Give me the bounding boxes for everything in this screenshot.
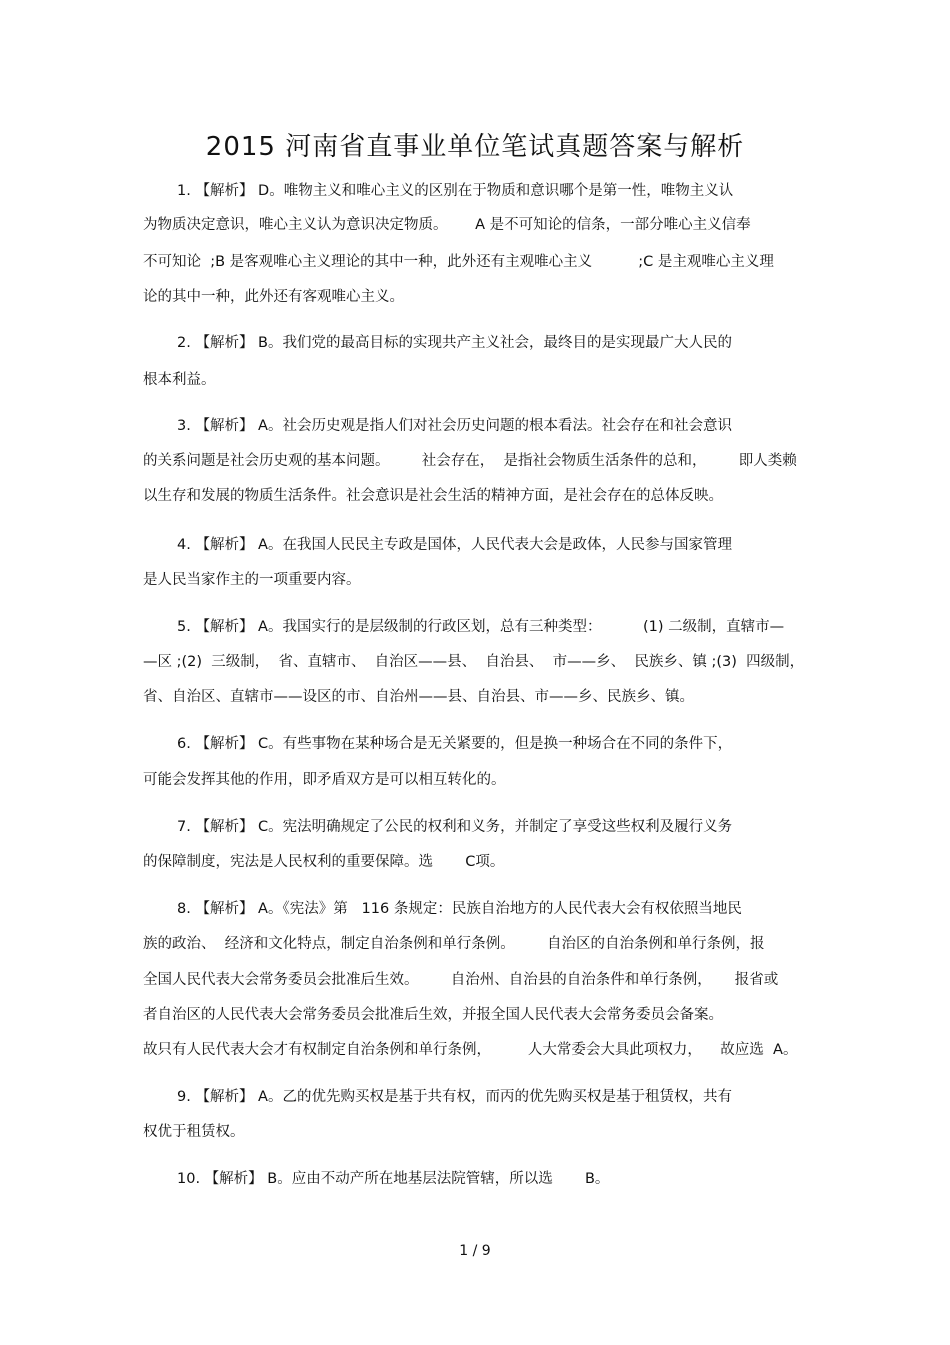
answer-10-line-1: 10. 【解析】 B。应由不动产所在地基层法院管辖，所以选 B。 — [177, 1171, 610, 1187]
answer-7-line-2: 的保障制度，宪法是人民权利的重要保障。选 C项。 — [143, 854, 505, 870]
page-title: 2015 河南省直事业单位笔试真题答案与解析 — [205, 132, 745, 162]
answer-2-line-1: 2. 【解析】 B。我们党的最高目标的实现共产主义社会，最终目的是实现最广大人民的 — [177, 335, 732, 351]
answer-3-line-1: 3. 【解析】 A。社会历史观是指人们对社会历史问题的根本看法。社会存在和社会意识 — [177, 418, 732, 434]
answer-8-line-5: 故只有人民代表大会才有权制定自治条例和单行条例， 人大常委会大具此项权力， 故应选 A。 — [143, 1042, 798, 1058]
answer-3-line-3: 以生存和发展的物质生活条件。社会意识是社会生活的精神方面，是社会存在的总体反映。 — [143, 488, 723, 504]
answer-8-line-1: 8. 【解析】 A。《宪法》第 116 条规定：民族自治地方的人民代表大会有权依照当地民 — [177, 901, 742, 917]
page-number: 1 / 9 — [459, 1243, 491, 1259]
answer-9-line-1: 9. 【解析】 A。乙的优先购买权是基于共有权，而丙的优先购买权是基于租赁权，共有 — [177, 1089, 732, 1105]
answer-6-line-2: 可能会发挥其他的作用，即矛盾双方是可以相互转化的。 — [143, 772, 506, 788]
answer-1-line-4: 论的其中一种，此外还有客观唯心主义。 — [143, 289, 404, 305]
answer-4-line-2: 是人民当家作主的一项重要内容。 — [143, 572, 361, 588]
answer-1-line-2: 为物质决定意识，唯心主义认为意识决定物质。 A 是不可知论的信条，一部分唯心主义信奉 — [143, 217, 751, 233]
answer-8-line-4: 者自治区的人民代表大会常务委员会批准后生效，并报全国人民代表大会常务委员会备案。 — [143, 1007, 723, 1023]
answer-2-line-2: 根本利益。 — [143, 372, 216, 388]
answer-7-line-1: 7. 【解析】 C。宪法明确规定了公民的权利和义务，并制定了享受这些权利及履行义务 — [177, 819, 733, 835]
answer-3-line-2: 的关系问题是社会历史观的基本问题。 社会存在， 是指社会物质生活条件的总和， 即人类赖 — [143, 453, 797, 469]
answer-5-line-2: —区 ;(2) 三级制， 省、直辖市、 自治区——县、 自治县、 市——乡、 民族乡、镇 ;(3) 四级制， — [143, 654, 805, 670]
answer-1-line-3: 不可知论 ;B 是客观唯心主义理论的其中一种，此外还有主观唯心主义 ;C 是主观唯心主义理 — [143, 254, 774, 270]
answer-1-line-1: 1. 【解析】 D。唯物主义和唯心主义的区别在于物质和意识哪个是第一性，唯物主义认 — [177, 183, 734, 199]
answer-5-line-1: 5. 【解析】 A。我国实行的是层级制的行政区划，总有三种类型： (1) 二级制，直辖市— — [177, 619, 785, 635]
answer-6-line-1: 6. 【解析】 C。有些事物在某种场合是无关紧要的，但是换一种场合在不同的条件下， — [177, 736, 733, 752]
answer-8-line-2: 族的政治、 经济和文化特点，制定自治条例和单行条例。 自治区的自治条例和单行条例，报 — [143, 936, 765, 952]
answer-9-line-2: 权优于租赁权。 — [143, 1124, 245, 1140]
answer-5-line-3: 省、自治区、直辖市——设区的市、自治州——县、自治县、市——乡、民族乡、镇。 — [143, 689, 694, 705]
answer-4-line-1: 4. 【解析】 A。在我国人民民主专政是国体，人民代表大会是政体，人民参与国家管理 — [177, 537, 732, 553]
answer-8-line-3: 全国人民代表大会常务委员会批准后生效。 自治州、自治县的自治条件和单行条例， 报省或 — [143, 972, 779, 988]
